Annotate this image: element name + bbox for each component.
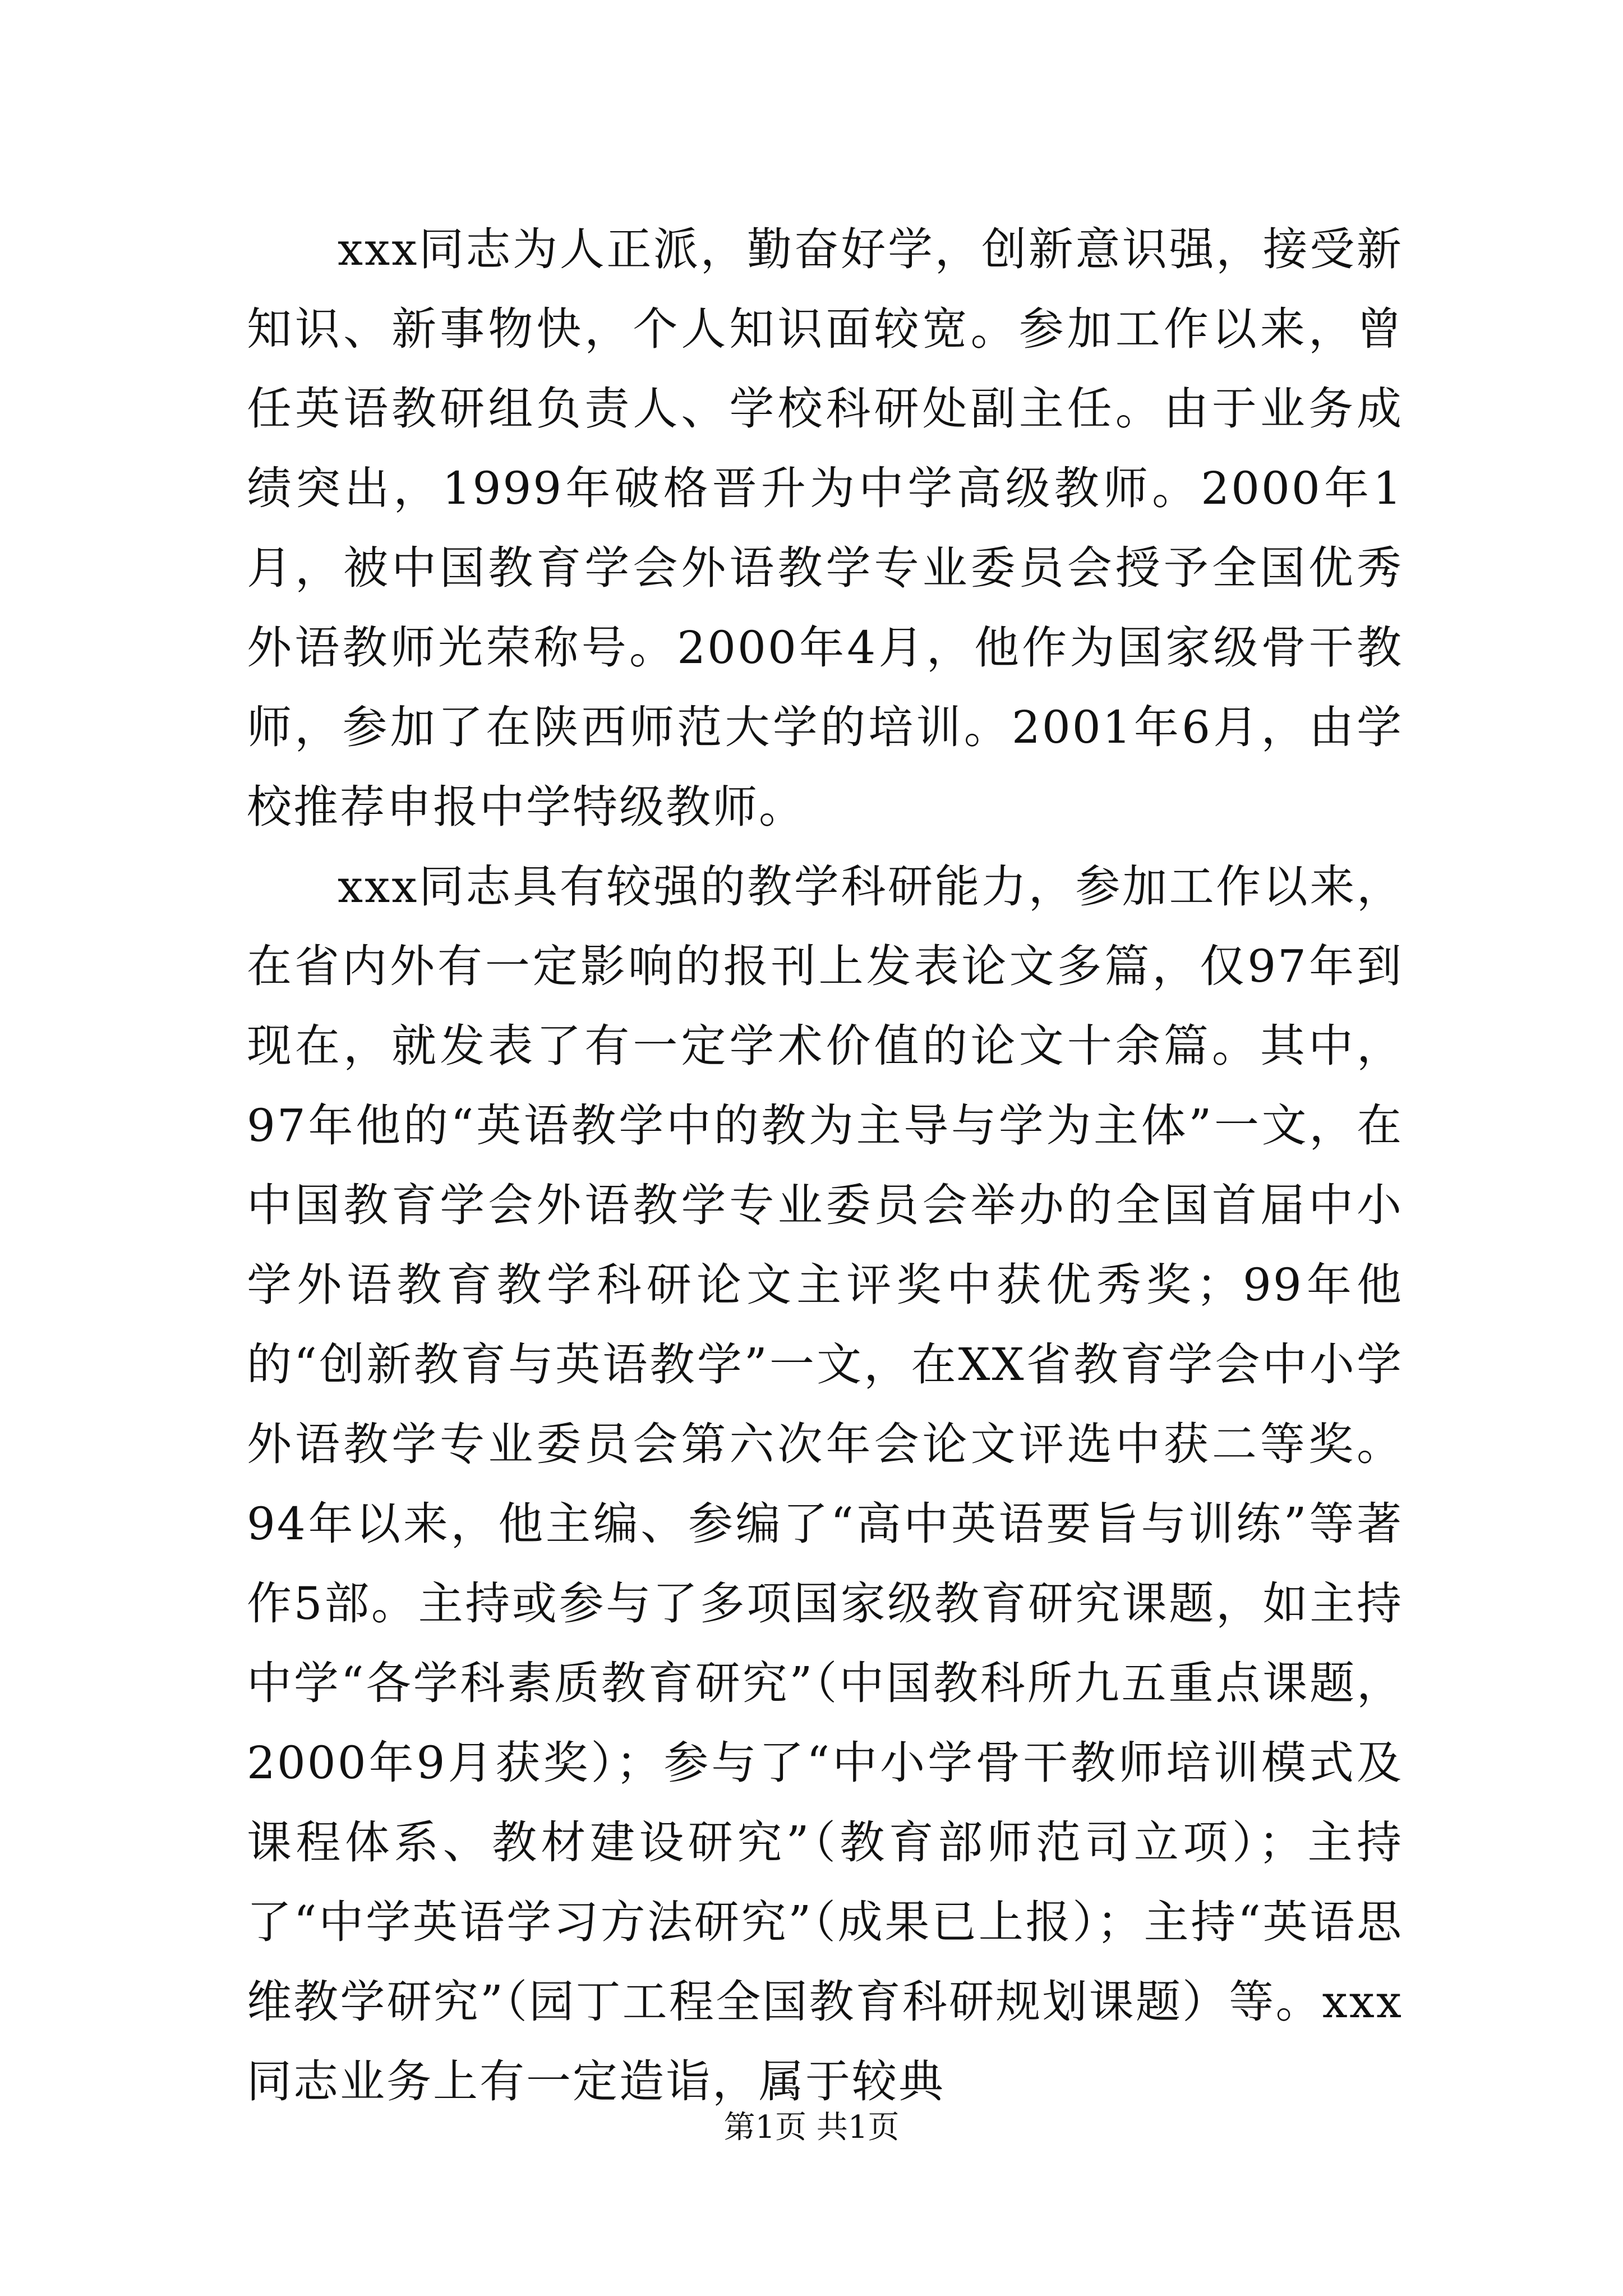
paragraph-2: xxx同志具有较强的教学科研能力，参加工作以来，在省内外有一定影响的报刊上发表论文多篇，仅97年到现在，就发表了有一定学术价值的论文十余篇。其中，97年他的“英语教学中的教为主导与学为主体”一文，在中国教育学会外语教学专业委员会举办的全国首届中小学外语教育教学科研论文主评奖中获优秀奖；99年他的“创新教育与英语教学”一文，在XX省教育学会中小学外语教学专业委员会第六次年会论文评选中获二等奖。94年以来，他主编、参编了“高中英语要旨与训练”等著作5部。主持或参与了多项国家级教育研究课题，如主持中学“各学科素质教育研究”（中国教科所九五重点课题，2000年9月获奖）；参与了“中小学骨干教师培训模式及课程体系、教材建设研究”（教育部师范司立项）；主持了“中学英语学习方法研究”（成果已上报）；主持“英语思维教学研究”（园丁工程全国教育科研规划课题）等。xxx同志业务上有一定造诣，属于较典	[247, 861, 1403, 2108]
paragraph-1: xxx同志为人正派，勤奋好学，创新意识强，接受新知识、新事物快，个人知识面较宽。参加工作以来，曾任英语教研组负责人、学校科研处副主任。由于业务成绩突出，1999年破格晋升为中学高级教师。2000年1月，被中国教育学会外语教学专业委员会授予全国优秀外语教师光荣称号。2000年4月，他作为国家级骨干教师，参加了在陕西师范大学的培训。2001年6月，由学校推荐申报中学特级教师。	[247, 223, 1403, 833]
document-body	[247, 210, 1403, 2122]
page-footer: 第1页 共1页	[723, 2109, 900, 2146]
